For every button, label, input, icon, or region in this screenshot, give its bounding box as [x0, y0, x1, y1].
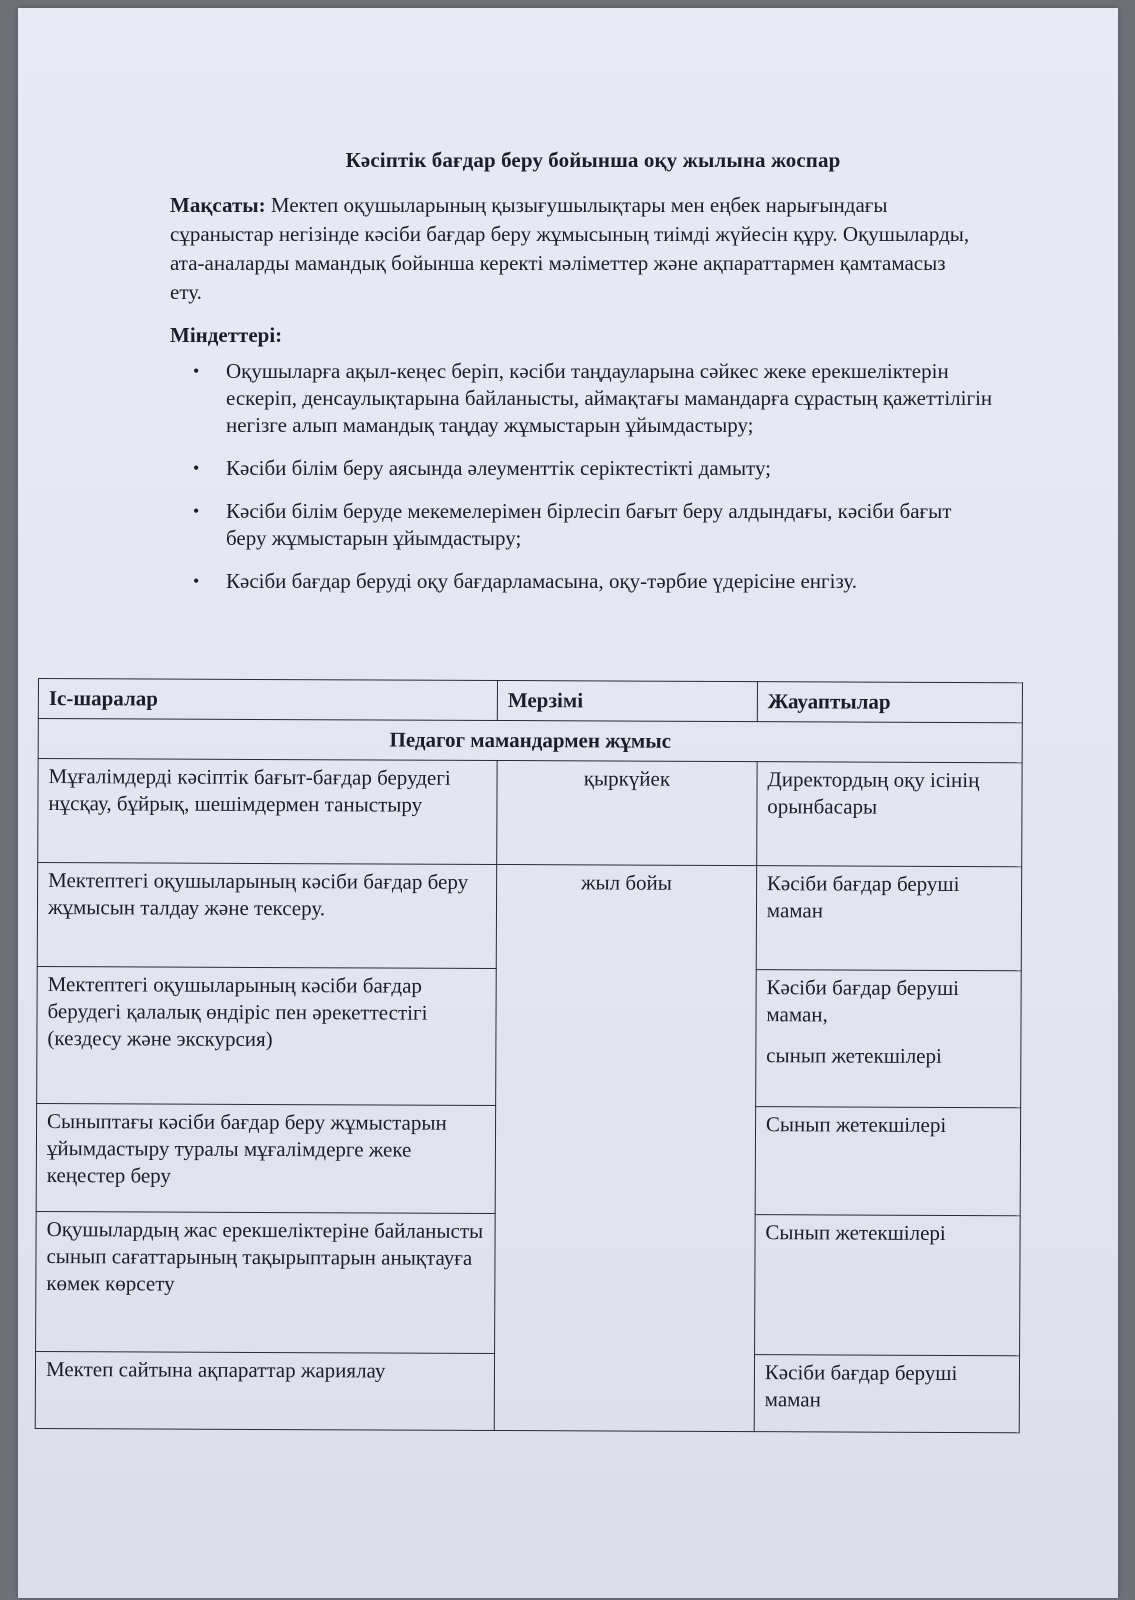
- task-text: Оқушыларға ақыл-кеңес беріп, кәсіби таңдауларына сәйкес жеке ерекшеліктерін ескеріп, денсаулықтарына байланысты, аймақтағы мамандарға сұрастың қажеттілігін негізге алып мамандық таңдау жұмыстарын ұйымдастыру;: [226, 359, 993, 437]
- activity-cell: Мектептегі оқушыларының кәсіби бағдар беру жұмысын талдау және тексеру.: [37, 863, 496, 969]
- document-title: Кәсіптік бағдар беру бойынша оқу жылына жоспар: [345, 148, 841, 172]
- table-row: [37, 863, 1021, 971]
- term-cell: қыркүйек: [497, 761, 757, 866]
- bullet-icon: •: [193, 571, 200, 591]
- tasks-list: [193, 358, 993, 611]
- activity-cell: Мектептегі оқушыларының кәсіби бағдар берудегі қалалық өндіріс пен әрекеттестігі (кездесу және экскурсия): [37, 966, 497, 1105]
- activity-cell: Оқушылардың жас ерекшеліктеріне байланысты сынып сағаттарының тақырыптарын анықтауға көмек көрсету: [36, 1211, 496, 1353]
- task-text: Кәсіби білім беру аясында әлеументтік серіктестікті дамыту;: [226, 456, 772, 480]
- list-item: [193, 498, 993, 552]
- table-header-row: [38, 679, 1022, 723]
- goal-text: Мектеп оқушыларының қызығушылықтары мен еңбек нарығындағы сұраныстар негізінде кәсіби бағдар беру жұмысының тиімді жүйесін құру. Оқушыларды, ата-аналарды мамандық бойынша керекті мәліметтер және ақпараттармен қамтамасыз ету.: [170, 193, 970, 304]
- list-item: [193, 455, 993, 482]
- responsible-cell: Кәсіби бағдар беруші маман: [754, 1355, 1019, 1433]
- bullet-icon: •: [193, 501, 200, 521]
- responsible-line: сынып жетекшілері: [766, 1043, 942, 1068]
- header-activities: Іс-шаралар: [38, 679, 497, 721]
- header-responsible: Жауаптылар: [757, 682, 1022, 723]
- responsible-cell: Кәсіби бағдар беруші маман: [756, 866, 1022, 971]
- task-text: Кәсіби бағдар беруді оқу бағдарламасына, оқу-тәрбие үдерісіне енгізу.: [226, 569, 857, 593]
- goal-label: Мақсаты:: [170, 193, 266, 217]
- list-item: [193, 568, 993, 595]
- bullet-icon: •: [193, 361, 200, 381]
- activity-cell: Мұғалімдерді кәсіптік бағыт-бағдар берудегі нұсқау, бұйрық, шешімдермен таныстыру: [38, 759, 497, 865]
- responsible-cell: [755, 970, 1021, 1108]
- section-row: [38, 719, 1022, 763]
- activity-cell: Мектеп сайтына ақпараттар жариялау: [35, 1351, 494, 1430]
- responsible-cell: Директордың оқу ісінің орынбасары: [757, 762, 1023, 867]
- header-term: Мерзімі: [497, 681, 757, 722]
- term-cell: жыл бойы: [494, 865, 756, 1432]
- plan-table: [35, 678, 1023, 1433]
- responsible-cell: Сынып жетекшілері: [754, 1215, 1020, 1356]
- tasks-label: Міндеттері:: [170, 323, 283, 347]
- section-title: Педагог мамандармен жұмыс: [38, 719, 1022, 763]
- list-item: [193, 358, 993, 439]
- goal-paragraph: [170, 191, 980, 307]
- table-row: [38, 759, 1022, 867]
- responsible-cell: Сынып жетекшілері: [755, 1107, 1021, 1216]
- responsible-line: Кәсіби бағдар беруші маман,: [766, 975, 960, 1027]
- paper-sheet: [18, 8, 1118, 1598]
- task-text: Кәсіби білім беруде мекемелерімен бірлесіп бағыт беру алдындағы, кәсіби бағыт беру жұмыстарын ұйымдастыру;: [226, 499, 952, 550]
- activity-cell: Сыныптағы кәсіби бағдар беру жұмыстарын ұйымдастыру туралы мұғалімдерге жеке кеңестер беру: [36, 1103, 495, 1213]
- bullet-icon: •: [193, 458, 200, 478]
